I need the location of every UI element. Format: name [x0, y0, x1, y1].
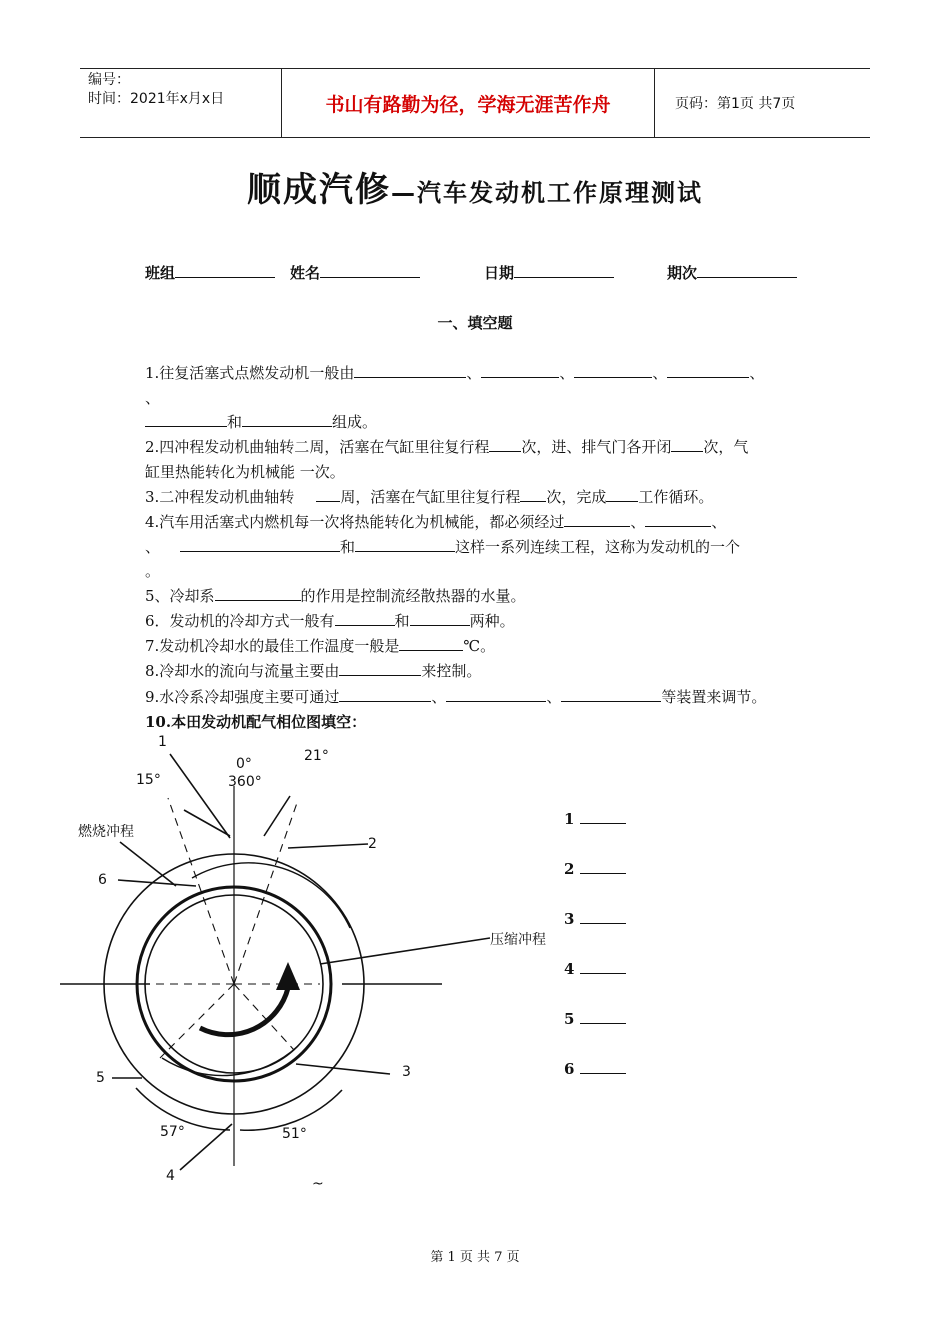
label-15deg: 15°: [136, 772, 161, 788]
answer-4-label: 4: [564, 960, 575, 978]
question-4-line-2: [145, 536, 740, 557]
q1-sep: 、: [559, 364, 575, 382]
page-label: 页码：第1页 共7页: [675, 96, 796, 112]
header-meta: [80, 69, 280, 137]
question-4-line-3: [145, 560, 160, 581]
info-date-label: 日期: [484, 264, 515, 282]
q2-text-c: 次，气: [703, 438, 749, 456]
q1-blank-4[interactable]: [667, 363, 749, 378]
q4-blank-1[interactable]: [564, 512, 630, 527]
q1-blank-3[interactable]: [574, 363, 652, 378]
q6-text-c: 两种。: [469, 612, 515, 630]
leader-compression: [320, 938, 490, 964]
rotation-arrowhead: [276, 962, 300, 990]
info-name-label: 姓名: [290, 264, 321, 282]
page-title: [0, 162, 950, 211]
angle-arc-21: [264, 796, 290, 836]
q4-blank-4[interactable]: [355, 537, 455, 552]
info-period: [667, 262, 797, 283]
question-8: [145, 660, 481, 681]
label-360deg: 360°: [228, 774, 262, 790]
leader-4: [180, 1124, 232, 1170]
answer-1: [564, 809, 626, 828]
label-combustion: 燃烧冲程: [78, 824, 134, 840]
answer-3-label: 3: [564, 910, 575, 928]
info-class-label: 班组: [145, 264, 176, 282]
title-sub: —汽车发动机工作原理测试: [391, 179, 703, 207]
question-4-line-1: [145, 511, 726, 532]
question-1-line-3: [145, 411, 377, 432]
question-1-line-1: [145, 362, 764, 383]
answer-1-label: 1: [564, 810, 575, 828]
dashed-line-15: [168, 798, 234, 984]
q1-blank-2[interactable]: [481, 363, 559, 378]
page-footer: 第 1 页 共 7 页: [430, 1250, 520, 1265]
q2-text-d: 缸里热能转化为机械能 一次。: [145, 463, 345, 481]
q2-text-a: 2.四冲程发动机曲轴转二周，活塞在气缸里往复行程: [145, 438, 490, 456]
leader-3: [296, 1064, 390, 1074]
q1-blank-5[interactable]: [145, 412, 227, 427]
q7-text-b: ℃。: [463, 637, 496, 655]
section-title: 一、填空题: [437, 314, 513, 332]
answer-4: [564, 959, 626, 978]
answer-2-blank[interactable]: [580, 859, 626, 874]
answer-6-label: 6: [564, 1060, 575, 1078]
q1-text-a: 1.往复活塞式点燃发动机一般由: [145, 364, 355, 382]
q5-text-b: 的作用是控制流经散热器的水量。: [300, 587, 526, 605]
q1-text-b: 、: [145, 389, 161, 407]
q3-blank-1[interactable]: [316, 487, 340, 502]
question-5: [145, 585, 526, 606]
header-page-label: [665, 69, 870, 137]
q9-text-a: 9.水冷系冷却强度主要可通过: [145, 688, 340, 706]
q6-text-b: 和: [394, 612, 410, 630]
label-21deg: 21°: [304, 748, 329, 764]
answer-2: [564, 859, 626, 878]
answer-3: [564, 909, 626, 928]
number-label: 编号：: [88, 72, 130, 88]
q9-blank-2[interactable]: [446, 687, 546, 702]
label-4: 4: [166, 1168, 175, 1184]
label-6: 6: [98, 872, 107, 888]
label-1: 1: [158, 734, 167, 750]
time-label: 时间：2021年x月x日: [88, 91, 225, 107]
q3-text-b: 周，活塞在气缸里往复行程: [340, 488, 521, 506]
answer-6: [564, 1059, 626, 1078]
info-period-blank[interactable]: [697, 263, 797, 278]
q3-text-d: 工作循环。: [638, 488, 714, 506]
q9-sep: 、: [431, 688, 447, 706]
q4-text-b: 、: [145, 538, 161, 556]
label-57deg: 57°: [160, 1124, 185, 1140]
dashed-line-57: [160, 984, 234, 1058]
answer-6-blank[interactable]: [580, 1059, 626, 1074]
answer-1-blank[interactable]: [580, 809, 626, 824]
q8-text-a: 8.冷却水的流向与流量主要由: [145, 662, 340, 680]
question-6: [145, 610, 515, 631]
label-2: 2: [368, 836, 377, 852]
q5-blank-1[interactable]: [215, 586, 301, 601]
header-table: [80, 68, 870, 138]
info-period-label: 期次: [667, 264, 698, 282]
header-motto: 书山有路勤为径，学海无涯苦作舟: [281, 69, 655, 137]
question-3: [145, 486, 713, 507]
q6-text-a: 6．发动机的冷却方式一般有: [145, 612, 335, 630]
q4-text-c: 和: [340, 538, 356, 556]
q5-text-a: 5、冷却系: [145, 587, 215, 605]
q1-blank-6[interactable]: [242, 412, 332, 427]
answer-3-blank[interactable]: [580, 909, 626, 924]
leader-1: [170, 754, 230, 838]
q4-blank-2[interactable]: [645, 512, 711, 527]
title-main: 顺成汽修: [247, 170, 391, 210]
angle-arc-51: [240, 1090, 342, 1130]
label-tilde: ~: [312, 1176, 324, 1192]
q8-text-b: 来控制。: [421, 662, 482, 680]
q7-text-a: 7.发动机冷却水的最佳工作温度一般是: [145, 637, 400, 655]
label-5: 5: [96, 1070, 105, 1086]
angle-arc-15: [184, 810, 230, 836]
q4-text-e: 。: [145, 562, 161, 580]
info-name: [290, 262, 420, 283]
q1-sep: 、: [749, 364, 765, 382]
info-class-blank[interactable]: [175, 263, 275, 278]
q8-blank-1[interactable]: [339, 661, 421, 676]
q1-text-c: 和: [227, 413, 243, 431]
leader-2: [288, 844, 368, 848]
q1-sep: 、: [652, 364, 668, 382]
q6-blank-2[interactable]: [410, 611, 470, 626]
label-51deg: 51°: [282, 1126, 307, 1142]
question-9: [145, 686, 766, 707]
q4-text-d: 这样一系列连续工程，这称为发动机的一个: [455, 538, 741, 556]
q2-blank-2[interactable]: [671, 437, 703, 452]
q9-sep: 、: [546, 688, 562, 706]
q1-text-d: 组成。: [332, 413, 378, 431]
q3-text-a: 3.二冲程发动机曲轴转: [145, 488, 295, 506]
answer-5-blank[interactable]: [580, 1009, 626, 1024]
answer-2-label: 2: [564, 860, 575, 878]
q4-sep: 、: [711, 513, 727, 531]
q1-sep: 、: [466, 364, 482, 382]
q9-blank-1[interactable]: [339, 687, 431, 702]
answer-5-label: 5: [564, 1010, 575, 1028]
valve-timing-diagram: [50, 728, 546, 1198]
q6-blank-1[interactable]: [335, 611, 395, 626]
q4-text-a: 4.汽车用活塞式内燃机每一次将热能转化为机械能，都必须经过: [145, 513, 565, 531]
q4-blank-3[interactable]: [180, 537, 340, 552]
info-date-blank[interactable]: [514, 263, 614, 278]
q3-blank-2[interactable]: [520, 487, 546, 502]
q2-blank-1[interactable]: [489, 437, 521, 452]
q4-sep: 、: [630, 513, 646, 531]
leader-combustion: [120, 842, 176, 886]
q2-text-b: 次，进、排气门各开闭: [521, 438, 672, 456]
q1-blank-1[interactable]: [354, 363, 466, 378]
label-3: 3: [402, 1064, 411, 1080]
q9-blank-3[interactable]: [561, 687, 661, 702]
info-class: [145, 262, 275, 283]
question-7: [145, 635, 495, 656]
q3-blank-3[interactable]: [606, 487, 638, 502]
label-compression: 压缩冲程: [490, 932, 546, 948]
info-date: [484, 262, 614, 283]
answer-4-blank[interactable]: [580, 959, 626, 974]
question-1-line-2: [145, 387, 160, 408]
info-name-blank[interactable]: [320, 263, 420, 278]
label-0deg: 0°: [236, 756, 252, 772]
question-10: 10.本田发动机配气相位图填空：: [145, 713, 367, 731]
q3-text-c: 次，完成: [546, 488, 607, 506]
answer-5: [564, 1009, 626, 1028]
question-2-line-2: [145, 461, 345, 482]
q9-text-b: 等装置来调节。: [661, 688, 767, 706]
question-2-line-1: [145, 436, 748, 457]
leader-6: [118, 880, 196, 886]
q7-blank-1[interactable]: [399, 636, 463, 651]
